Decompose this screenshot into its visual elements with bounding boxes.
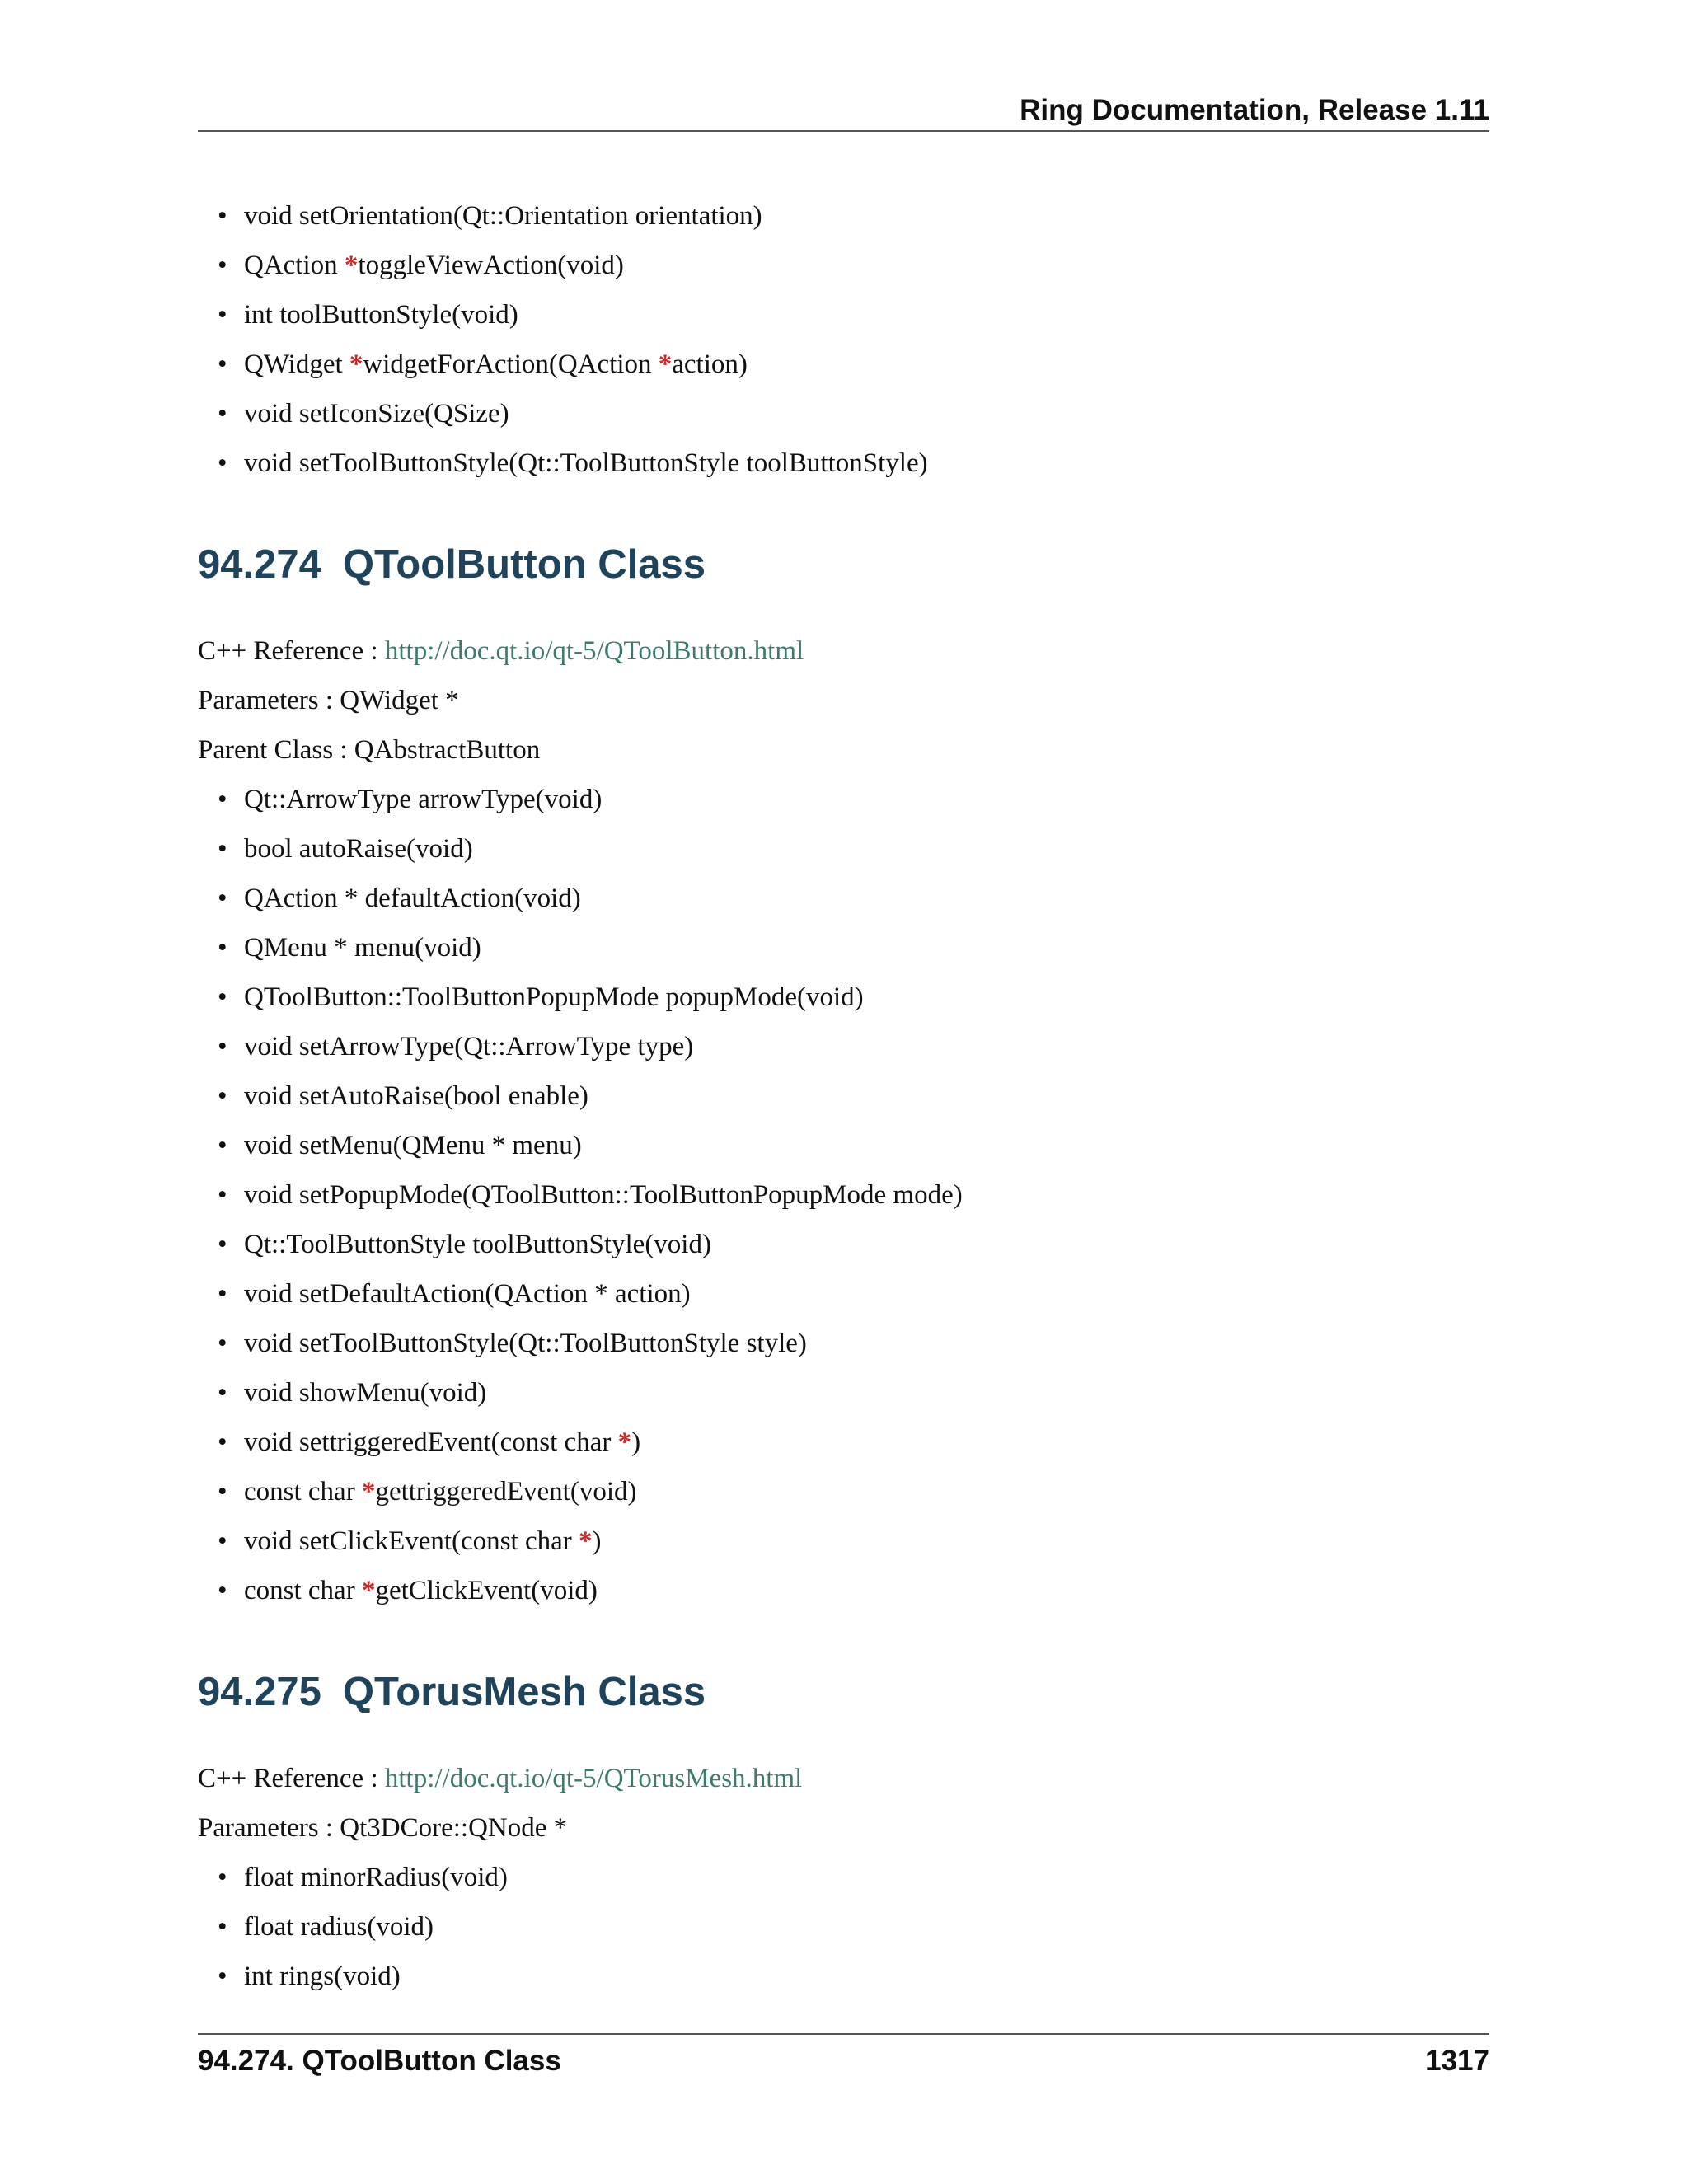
method-text: QMenu * menu(void) [244,933,481,963]
method-text: widgetForAction(QAction [363,349,659,379]
header-rule [198,130,1489,132]
method-text: void setDefaultAction(QAction * action) [244,1279,691,1309]
method-item [244,1853,1489,1902]
method-item [244,972,1489,1022]
method-item [244,923,1489,972]
method-text: QWidget [244,349,349,379]
parameters-line: Parameters : QWidget * [198,686,459,715]
page-content [198,191,1489,2001]
pointer-asterisk: * [361,1477,376,1507]
footer-section: 94.274. QToolButton Class [198,2045,561,2077]
method-text: QToolButton::ToolButtonPopupMode popupMode(void) [244,982,864,1012]
method-item [244,824,1489,874]
method-text: void setAutoRaise(bool enable) [244,1081,588,1111]
running-footer [198,2040,1489,2083]
method-item [244,1902,1489,1952]
section-title: QToolButton Class [342,542,706,587]
pointer-asterisk: * [344,251,359,280]
method-item [244,1220,1489,1269]
method-item [244,1170,1489,1220]
method-item [244,1566,1489,1615]
method-item [244,340,1489,389]
method-item [244,1121,1489,1170]
method-text: int rings(void) [244,1961,401,1991]
section-number: 94.274 [198,542,321,587]
method-text: void setPopupMode(QToolButton::ToolButtonPopupMode mode) [244,1180,963,1210]
intro-method-list [198,191,1489,488]
method-text: Qt::ArrowType arrowType(void) [244,785,603,814]
qtoolbutton-method-list [198,775,1489,1615]
section-number: 94.275 [198,1670,321,1714]
method-text: void setToolButtonStyle(Qt::ToolButtonStyle style) [244,1329,807,1358]
method-text: Qt::ToolButtonStyle toolButtonStyle(void) [244,1230,711,1259]
qtorusmesh-method-list [198,1853,1489,2001]
reference-link[interactable]: http://doc.qt.io/qt-5/QTorusMesh.html [384,1764,803,1793]
method-item [244,438,1489,488]
parameters-line: Parameters : Qt3DCore::QNode * [198,1813,568,1843]
method-item [244,1319,1489,1368]
method-text: const char [244,1576,362,1605]
method-item [244,389,1489,438]
method-text: float minorRadius(void) [244,1863,508,1892]
reference-label: C++ Reference : [198,636,385,666]
method-text: float radius(void) [244,1912,434,1942]
pointer-asterisk: * [361,1576,376,1605]
method-item [244,290,1489,340]
reference-label: C++ Reference : [198,1764,385,1793]
method-text: void setOrientation(Qt::Orientation orientation) [244,201,762,231]
method-text: toggleViewAction(void) [358,251,624,280]
cpp-reference [198,626,1489,676]
method-item [244,1368,1489,1418]
method-text: void showMenu(void) [244,1378,487,1408]
method-item [244,775,1489,824]
method-text: getClickEvent(void) [375,1576,598,1605]
method-text: void setArrowType(Qt::ArrowType type) [244,1032,694,1062]
section-heading-qtorusmesh [198,1663,1489,1721]
method-text: void setClickEvent(const char [244,1526,579,1556]
method-item [244,191,1489,241]
method-item [244,241,1489,290]
reference-link[interactable]: http://doc.qt.io/qt-5/QToolButton.html [384,636,804,666]
method-item [244,1071,1489,1121]
method-item [244,1269,1489,1319]
method-item [244,1022,1489,1071]
pointer-asterisk: * [658,349,673,379]
running-header: Ring Documentation, Release 1.11 [1020,94,1489,126]
method-text: gettriggeredEvent(void) [375,1477,637,1507]
method-text: QAction [244,251,345,280]
pointer-asterisk: * [578,1526,593,1556]
section-title: QTorusMesh Class [342,1670,706,1714]
method-text: ) [631,1427,641,1457]
method-text: void settriggeredEvent(const char [244,1427,618,1457]
method-text: action) [672,349,748,379]
parent-class-line: Parent Class : QAbstractButton [198,735,541,765]
footer-rule [198,2033,1489,2035]
method-text: void setIconSize(QSize) [244,399,509,429]
section-heading-qtoolbutton [198,536,1489,593]
cpp-reference [198,1754,1489,1803]
method-item [244,874,1489,923]
method-text: bool autoRaise(void) [244,834,473,864]
pointer-asterisk: * [617,1427,632,1457]
method-item [244,1418,1489,1467]
method-item [244,1952,1489,2001]
method-text: QAction * defaultAction(void) [244,883,581,913]
method-item [244,1516,1489,1566]
method-text: int toolButtonStyle(void) [244,300,518,330]
method-item [244,1467,1489,1516]
method-text: const char [244,1477,362,1507]
page-number: 1317 [1425,2045,1489,2077]
method-text: void setMenu(QMenu * menu) [244,1131,582,1160]
method-text: ) [592,1526,602,1556]
pointer-asterisk: * [349,349,363,379]
method-text: void setToolButtonStyle(Qt::ToolButtonStyle toolButtonStyle) [244,448,928,478]
